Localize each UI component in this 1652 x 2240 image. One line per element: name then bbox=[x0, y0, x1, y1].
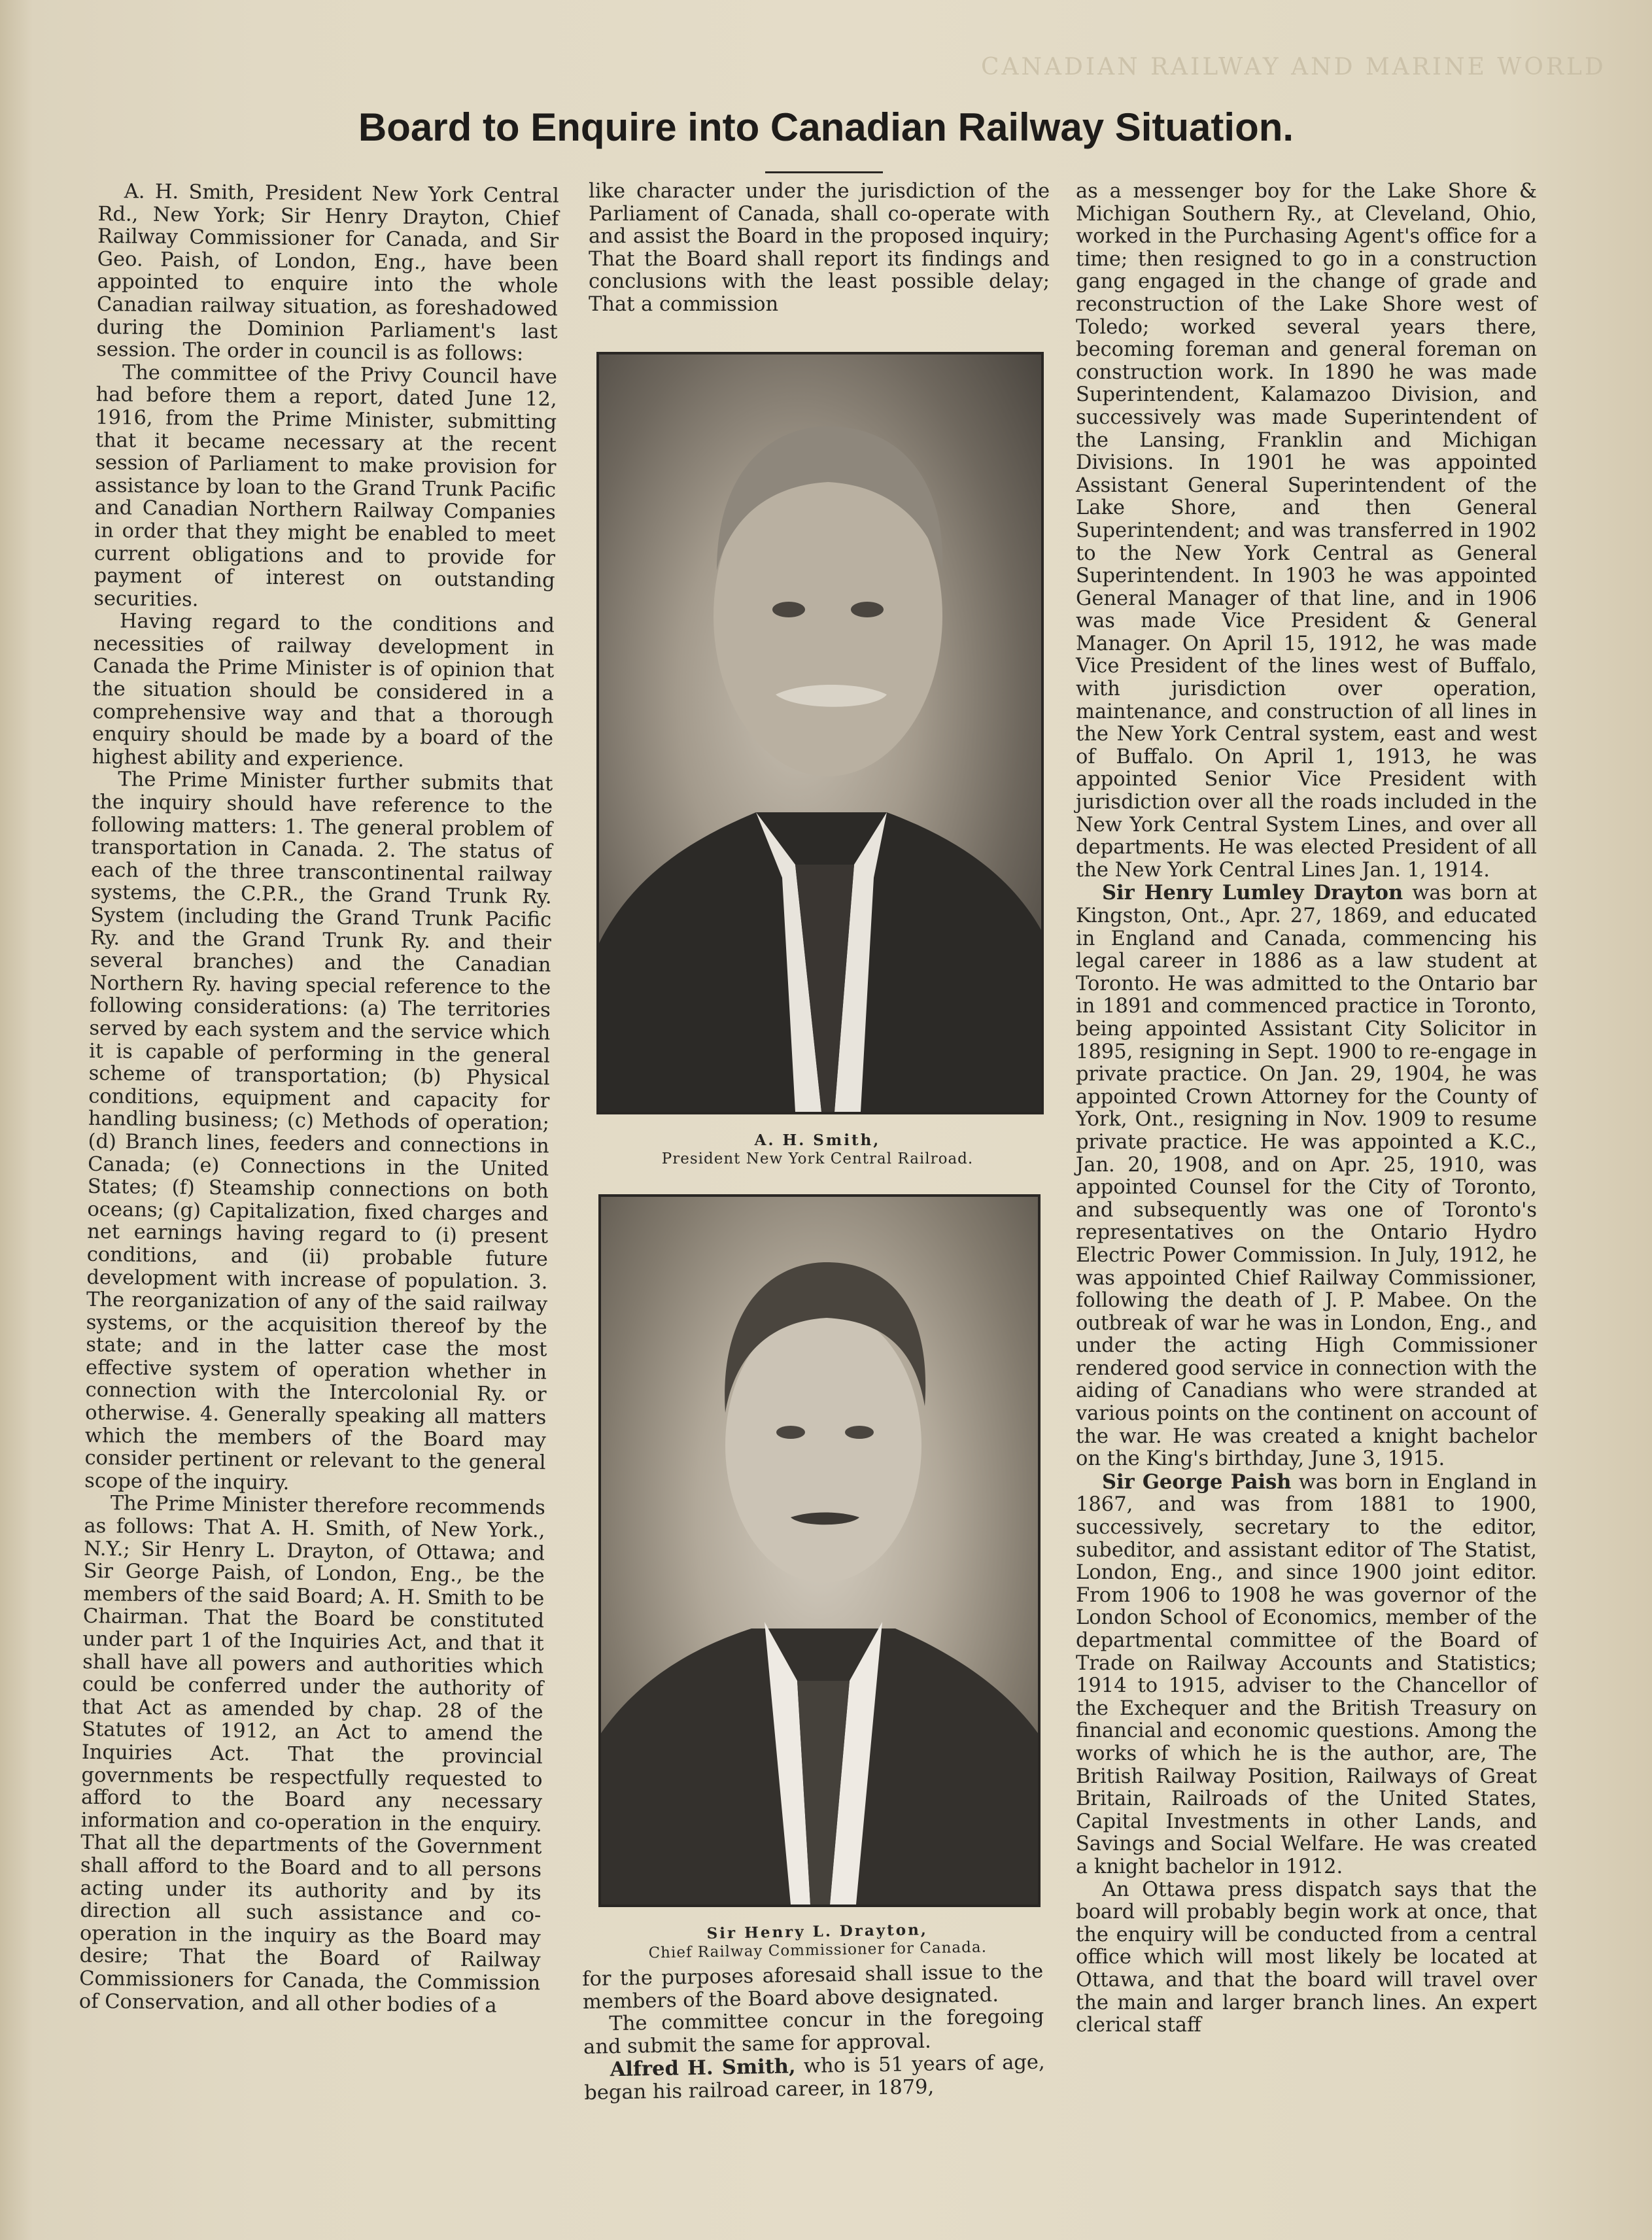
caption-name: Sir Henry L. Drayton, bbox=[706, 1921, 929, 1942]
caption-smith bbox=[589, 1131, 1046, 1168]
paragraph bbox=[1076, 882, 1537, 1470]
paragraph: The Prime Minister therefore recommends as follows: That A. H. Smith, of New York., N.Y.; Sir Henry L. Drayton, of Ottawa; and Sir George Paish, of London, Eng., be the members of the said Board; A. H. Smith to be Chairman. That the Board be constituted under part 1 of the Inquiries Act, and that it shall have all powers and authorities which could be conferred under the authority of that Act as amended by chap. 28 of the Statutes of 1912, an Act to amend the Inquiries Act. That the provincial governments be respectfully requested to afford to the Board any necessary information and co-operation in the enquiry. That all the departments of the Government shall afford to the Board and to all persons acting under its authority and by its direction all such assistance and co-operation in the inquiry as the Board may desire; That the Board of Railway Commissioners for Canada, the Commission of Conservation, and all other bodies of a bbox=[78, 1492, 545, 2018]
paragraph bbox=[583, 2051, 1045, 2105]
paragraph: An Ottawa press dispatch says that the board will probably begin work at once, that the enquiry will be conducted from a central office which will most likely be located at Ottawa, and that the board will travel over the main and larger branch lines. An expert clerical staff bbox=[1076, 1878, 1537, 2037]
paragraph: Having regard to the conditions and necessities of railway development in Canada the Prime Minister is of opinion that the situation should be considered in a comprehensive way and that a thorough enquiry should be made by a board of the highest ability and experience. bbox=[92, 610, 555, 772]
column-1 bbox=[79, 181, 559, 2018]
title-rule bbox=[765, 171, 883, 173]
paragraph: The committee concur in the foregoing and submit the same for approval. bbox=[583, 2005, 1044, 2059]
portrait-drayton bbox=[598, 1194, 1041, 1907]
paragraph-text: was born at Kingston, Ont., Apr. 27, 1869, and educated in England and Canada, commencing his legal career in 1886 as a law student at Toronto. He was admitted to the Ontario bar in 1891 and commenced practice in Toronto, being appointed Assistant City Solicitor in 1895, resigning in Sept. 1900 to re-engage in private practice. On Jan. 29, 1904, he was appointed Crown Attorney for the County of York, Ont., resigning in Nov. 1909 to resume private practice. He was appointed a K.C., Jan. 20, 1908, and on Apr. 25, 1910, was appointed Counsel for the City of Toronto, and subsequently was one of Toronto's representatives on the Ontario Hydro Electric Power Commission. In July, 1912, he was appointed Chief Railway Commissioner, following the death of J. P. Mabee. On the outbreak of war he was in London, Eng., and under the acting High Commissioner rendered good service in connection with the aiding of Canadians who were stranded at various points on the continent on account of the war. He was created a knight bachelor on the King's birthday, June 3, 1915. bbox=[1076, 882, 1538, 1471]
caption-drayton bbox=[589, 1919, 1047, 1963]
paragraph: like character under the jurisdiction of the Parliament of Canada, shall co-operate with and assist the Board in the proposed inquiry; That the Board shall report its findings and conclusions with the least possible delay; That a commission bbox=[589, 180, 1050, 316]
paragraph: A. H. Smith, President New York Central Rd., New York; Sir Henry Drayton, Chief Railway Commissioner for Canada, and Sir Geo. Paish, of London, Eng., have been appointed to enquire into the whole Canadian railway situation, as foreshadowed during the Dominion Parliament's last session. The order in council is as follows: bbox=[96, 180, 559, 366]
caption-title: President New York Central Railroad. bbox=[661, 1150, 974, 1167]
person-name: Sir George Paish bbox=[1102, 1470, 1292, 1494]
person-name: Alfred H. Smith, bbox=[610, 2054, 796, 2082]
caption-title: Chief Railway Commissioner for Canada. bbox=[648, 1938, 988, 1962]
paragraph: as a messenger boy for the Lake Shore & Michigan Southern Ry., at Cleveland, Ohio, worked in the Purchasing Agent's office for a time; then resigned to go in a construction gang engaged in the change of grade and reconstruction of the Lake Shore west of Toledo; worked several years there, becoming foreman and general foreman on construction work. In 1890 he was made Superintendent, Kalamazoo Division, and successively was made Superintendent of the Lansing, Franklin and Michigan Divisions. In 1901 he was appointed Assistant General Superintendent of the Lake Shore, and then General Superintendent; and was transferred in 1902 to the New York Central as General Superintendent. In 1903 he was appointed General Manager of that line, and in 1906 was made Vice President & General Manager. On April 15, 1912, he was made Vice President of the lines west of Buffalo, with jurisdiction over operation, maintenance, and construction of all lines in the New York Central system, east and west of Buffalo. On April 1, 1913, he was appointed Senior Vice President with jurisdiction over all the roads included in the New York Central System Lines, and over all departments. He was elected President of all the New York Central Lines Jan. 1, 1914. bbox=[1076, 180, 1537, 882]
article-title: Board to Enquire into Canadian Railway Situation. bbox=[358, 105, 1294, 149]
paragraph: The committee of the Privy Council have had before them a report, dated June 12, 1916, from the Prime Minister, submitting that it became necessary at the recent session of Parliament to make provision for assistance by loan to the Grand Trunk Pacific and Canadian Northern Railway Companies in order that they might be enabled to meet current obligations and to provide for payment of interest on outstanding securities. bbox=[94, 361, 558, 612]
person-name: Sir Henry Lumley Drayton bbox=[1102, 881, 1403, 905]
portrait-smith-drawing bbox=[599, 354, 1041, 1112]
paragraph bbox=[1076, 1471, 1537, 1879]
paragraph: for the purposes aforesaid shall issue to the members of the Board above designated. bbox=[581, 1959, 1044, 2014]
paragraph: The Prime Minister further submits that the inquiry should have reference to the following matters: 1. The general problem of transportation in Canada. 2. The status of each of the three transcontinental railway systems, the C.P.R., the Grand Trunk Ry. System (including the Grand Trunk Pacific Ry. and the Grand Trunk Ry. and their several branches) and the Canadian Northern Ry. having special reference to the following considerations: (a) The territories served by each system and the service which it is capable of performing in the general scheme of transportation; (b) Physical conditions, equipment and capacity for handling business; (c) Methods of operation; (d) Branch lines, feeders and connections in Canada; (e) Connections in the United States; (f) Steamship connections on both oceans; (g) Capitalization, fixed charges and net earnings having regard to (i) present conditions, and (ii) probable future development with increase of population. 3. The reorganization of any of the said railway systems, or the acquisition thereof by the state; and in the latter case the most effective system of operation whether in connection with the Intercolonial Ry. or otherwise. 4. Generally speaking all matters which the members of the Board may consider pertinent or relevant to the general scope of the inquiry. bbox=[84, 768, 553, 1495]
paragraph-text: who is 51 years of age, began his railroad career, in 1879, bbox=[584, 2051, 1045, 2105]
portrait-drayton-drawing bbox=[601, 1197, 1038, 1904]
paragraph-text: was born in England in 1867, and was from 1881 to 1900, successively, secretary to the editor, subeditor, and assistant editor of The Statist, London, Eng., and since 1900 joint editor. From 1906 to 1908 he was governor of the London School of Economics, member of the departmental committee of the Board of Trade on Railway Accounts and Statistics; 1914 to 1915, adviser to the Chancellor of the Exchequer and the British Treasury on financial and economic questions. Among the works of which he is the author, are, The British Railway Position, Railways of Great Britain, Railroads of the United States, Capital Investments in other Lands, and Savings and Social Welfare. He was created a knight bachelor in 1912. bbox=[1076, 1470, 1537, 1878]
column-2-top bbox=[589, 181, 1050, 317]
column-2-bottom bbox=[582, 1961, 1046, 2105]
portrait-a-h-smith bbox=[596, 352, 1044, 1114]
running-head: CANADIAN RAILWAY AND MARINE WORLD bbox=[981, 54, 1606, 80]
column-3 bbox=[1076, 181, 1537, 2037]
caption-name: A. H. Smith, bbox=[754, 1131, 881, 1149]
